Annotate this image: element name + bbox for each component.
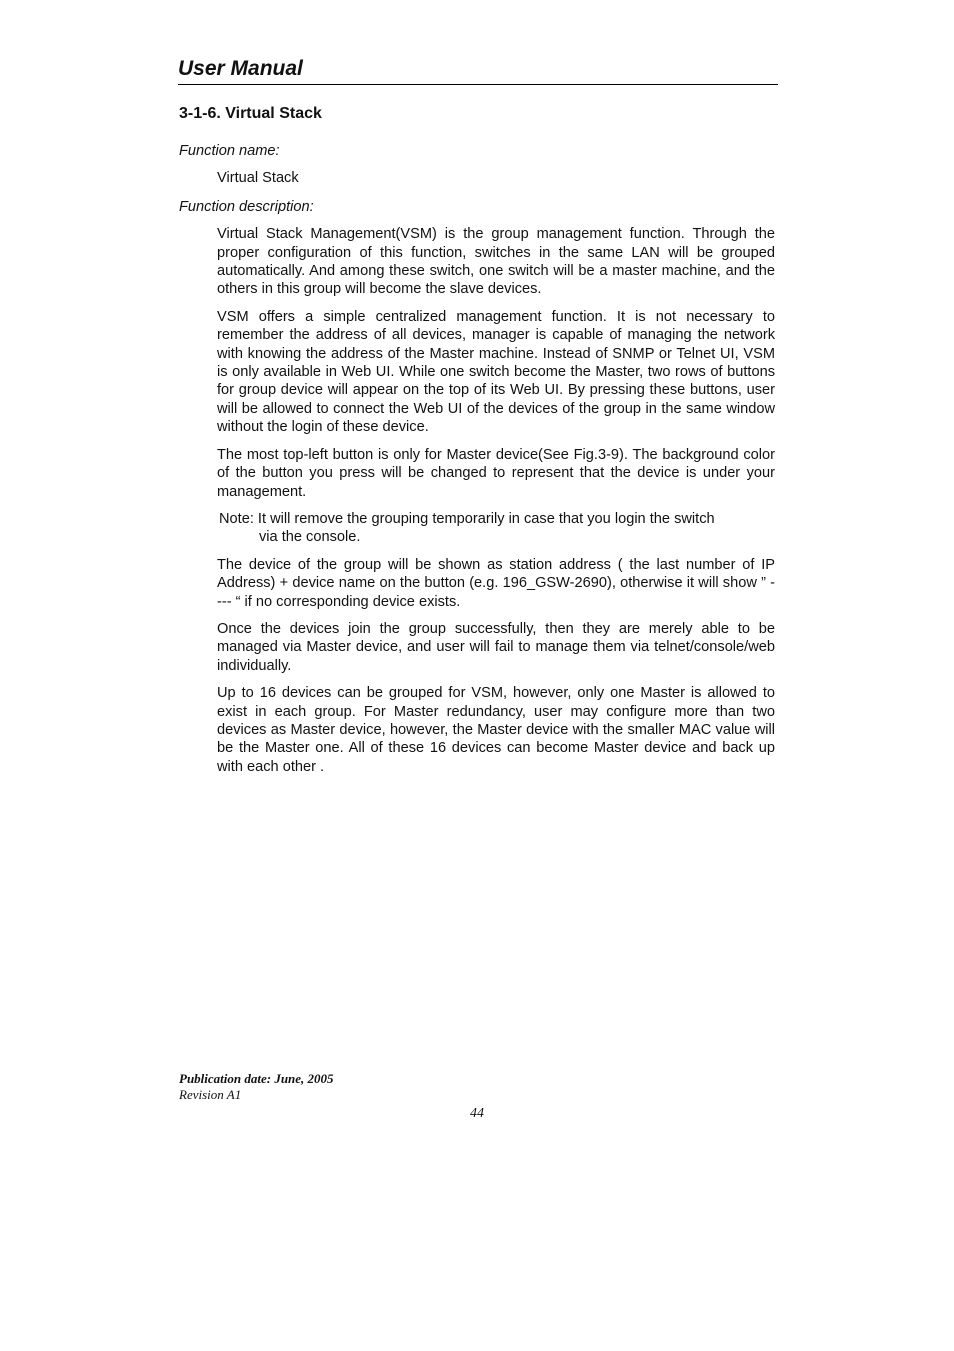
function-description-label: Function description: <box>179 198 314 215</box>
note <box>219 510 775 547</box>
header-title: User Manual <box>178 57 303 80</box>
description-paragraph: Virtual Stack Management(VSM) is the group management function. Through the proper configuration of this function, switches in the same LAN will be grouped automatically. And among these switch, one switch will be a master machine, and the others in this group will become the slave devices. <box>217 226 775 298</box>
note-line-1: Note: It will remove the grouping temporarily in case that you login the switch <box>219 510 715 527</box>
page-header <box>178 56 778 85</box>
section-body <box>179 142 775 776</box>
function-name-label: Function name: <box>179 143 280 159</box>
description-paragraph: Once the devices join the group successfully, then they are merely able to be managed via Master device, and user will fail to manage them via telnet/console/web individually. <box>217 620 775 674</box>
publication-date: Publication date: June, 2005 <box>179 1071 334 1086</box>
page-number: 44 <box>470 1106 484 1121</box>
function-name-value: Virtual Stack <box>217 170 299 187</box>
description-paragraph: VSM offers a simple centralized management function. It is not necessary to remember the address of all devices, manager is capable of managing the network with knowing the address of the Master machine. Instead of SNMP or Telnet UI, VSM is only available in Web UI. While one switch become the Master, two rows of buttons for group device will appear on the top of its Web UI. By pressing these buttons, user will be allowed to connect the Web UI of the devices of the group in the same window without the login of these device. <box>217 308 775 436</box>
revision-label: Revision A1 <box>179 1087 242 1102</box>
section-heading: 3-1-6. Virtual Stack <box>179 105 322 122</box>
note-line-2: via the console. <box>259 529 361 546</box>
description-paragraph: The device of the group will be shown as station address ( the last number of IP Address) + device name on the button (e.g. 196_GSW-2690), otherwise it will show ” ---- “ if no corresponding device exists. <box>217 556 775 610</box>
description-paragraph: The most top-left button is only for Master device(See Fig.3-9). The background color of the button you press will be changed to represent that the device is under your management. <box>217 446 775 500</box>
description-paragraph: Up to 16 devices can be grouped for VSM, however, only one Master is allowed to exist in each group. For Master redundancy, user may configure more than two devices as Master device, however, the Master device with the smaller MAC value will be the Master one. All of these 16 devices can become Master device and back up with each other . <box>217 685 775 775</box>
